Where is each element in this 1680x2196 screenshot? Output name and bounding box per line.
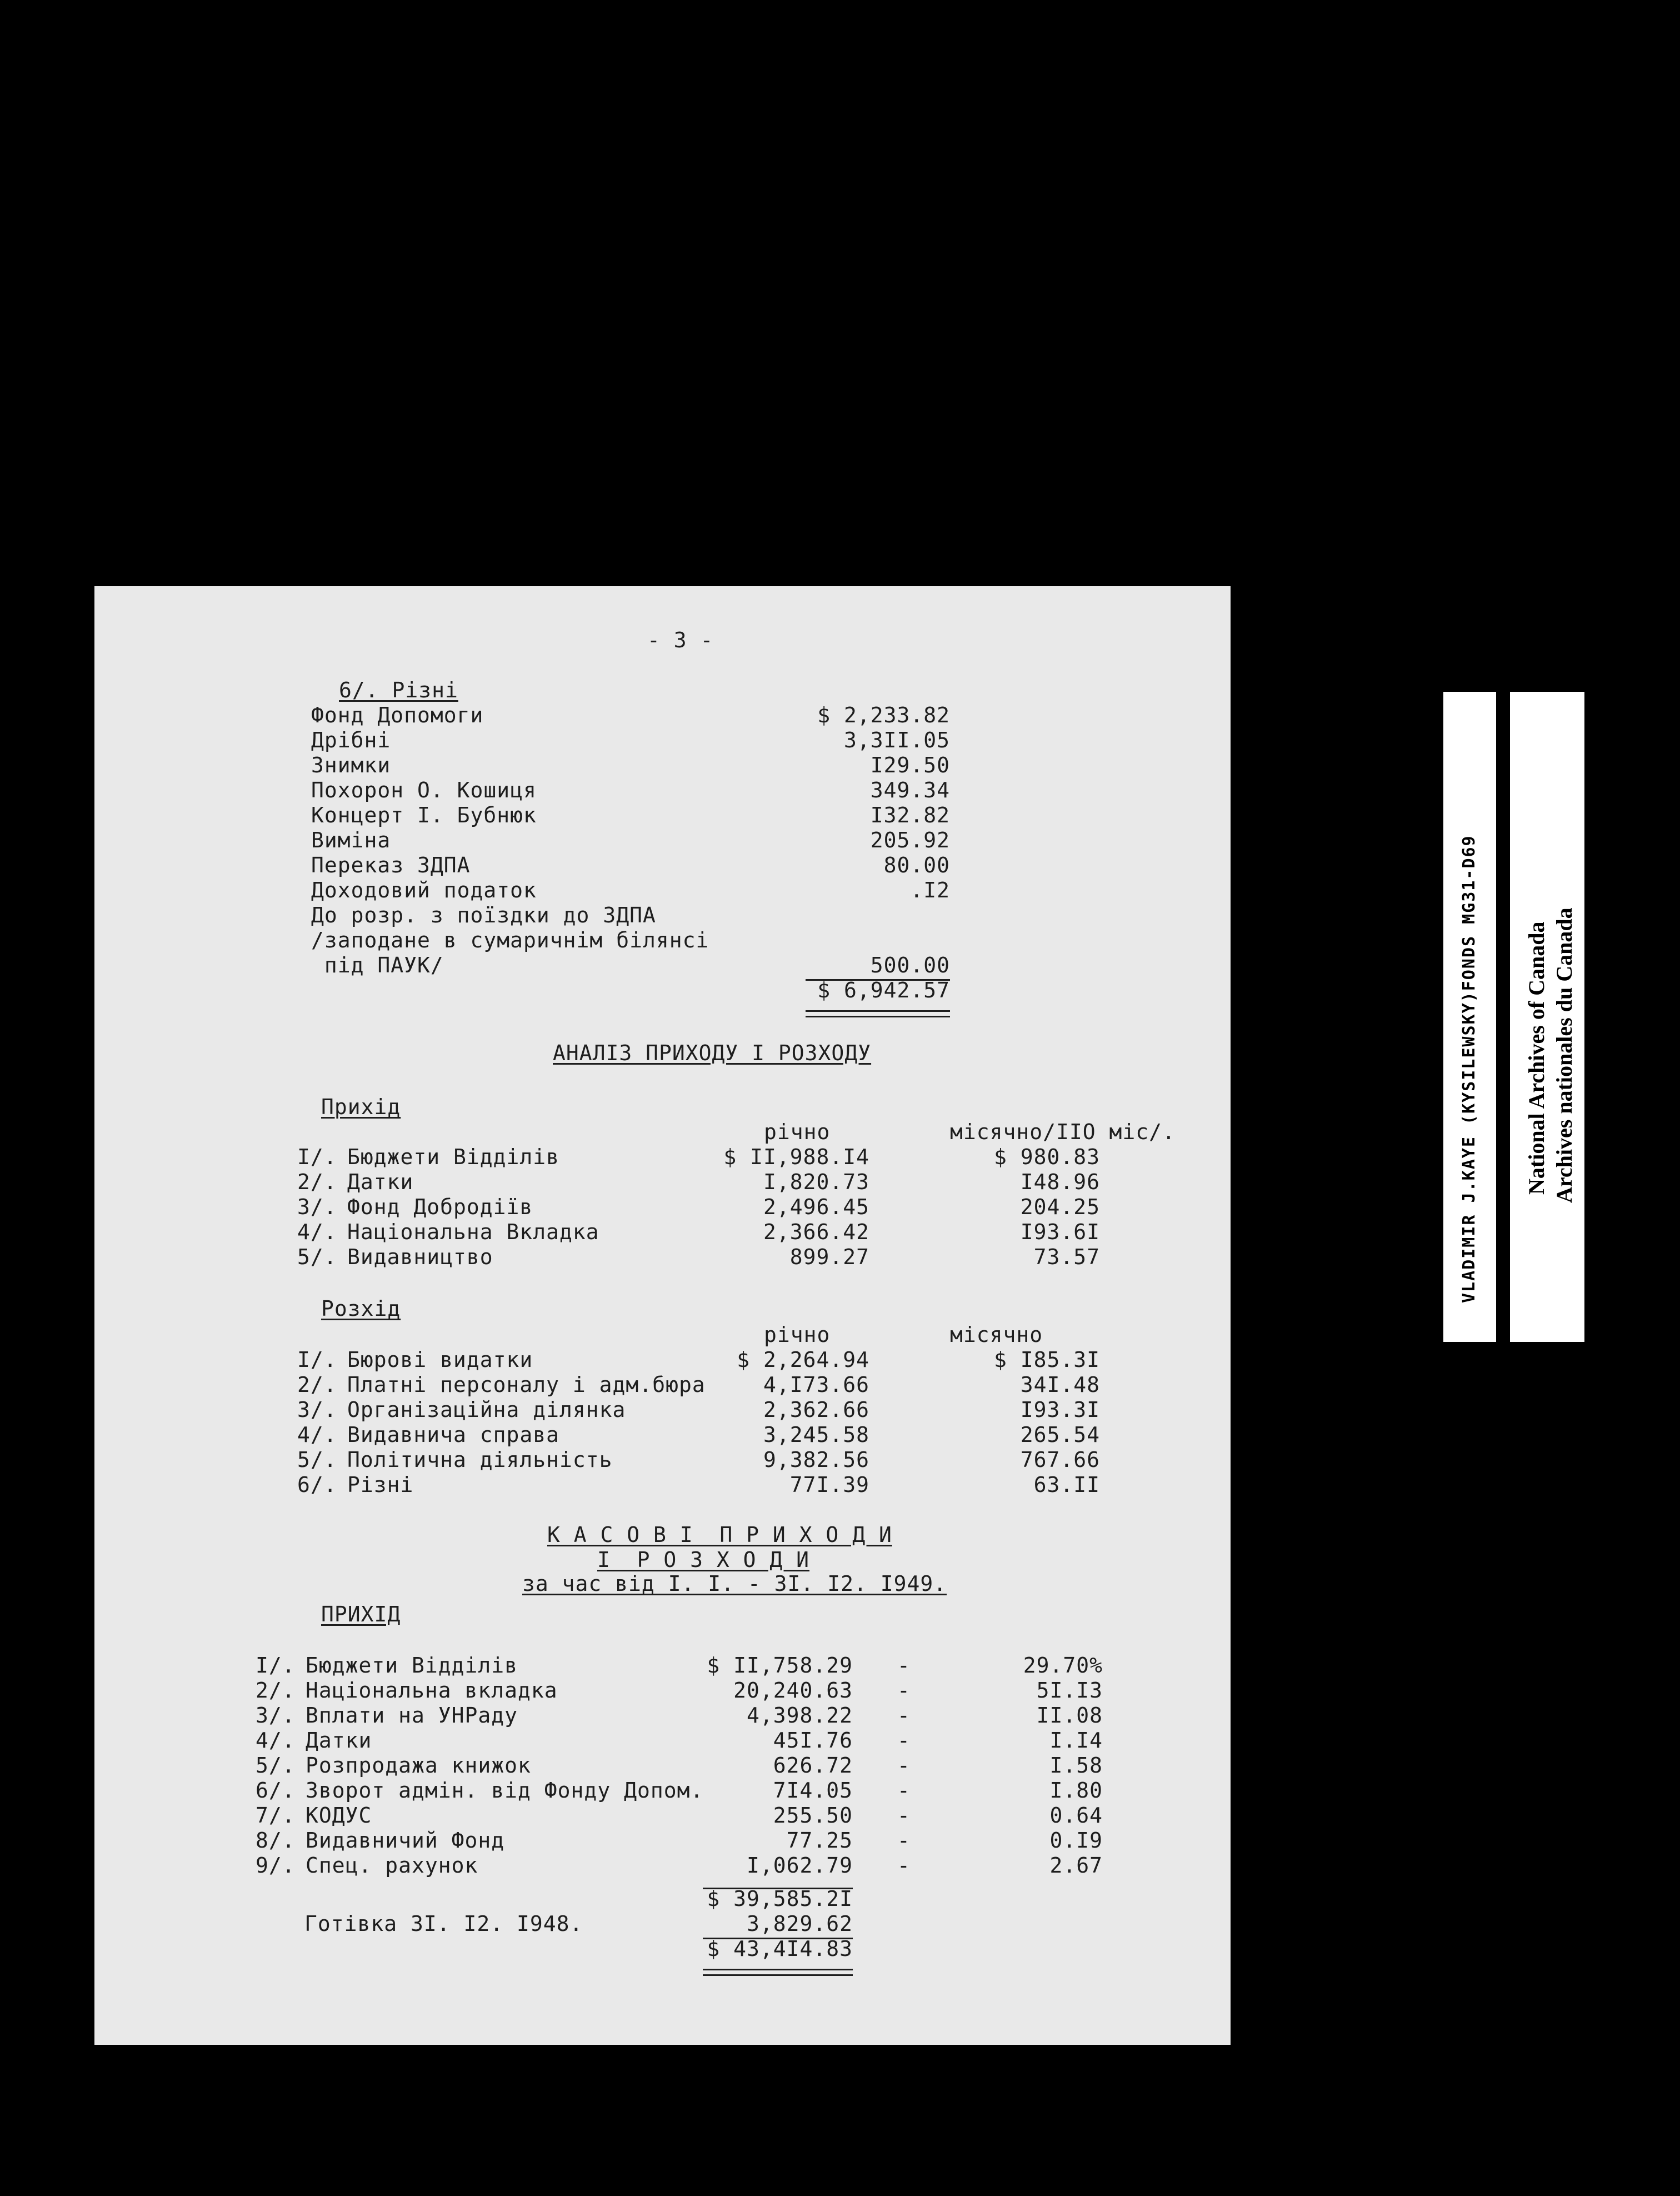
cash-row-dash: - [897, 1828, 911, 1853]
cash-row-pct: 0.I9 [1049, 1828, 1103, 1853]
expense-row-number: 5/. [297, 1448, 337, 1472]
cash-row-pct: I.I4 [1049, 1728, 1103, 1753]
income-row-number: 3/. [297, 1195, 337, 1219]
cash-row-number: 2/. [256, 1678, 296, 1703]
expense-row-month: 34I.48 [1020, 1373, 1100, 1397]
misc-item-value: $ 2,233.82 [817, 703, 950, 727]
cash-row-number: 9/. [256, 1853, 296, 1878]
cash-row-pct: 29.70% [1023, 1653, 1103, 1678]
cash-label: Готівка 3I. I2. I948. [304, 1911, 583, 1936]
expense-row-month: 63.II [1033, 1473, 1100, 1497]
misc-item-value: I32.82 [870, 803, 950, 827]
margin-speck [156, 1664, 161, 1669]
stamp-fonds: VLADIMIR J.KAYE (KYSILEWSKY)FONDS MG31-D69 [1459, 835, 1479, 1303]
cash-row-number: I/. [256, 1653, 296, 1678]
income-row-year: I,820.73 [763, 1170, 869, 1194]
cash-row-amount: 45I.76 [773, 1728, 853, 1753]
cash-row-dash: - [897, 1753, 911, 1778]
expense-row-number: 4/. [297, 1423, 337, 1447]
misc-item-value: 3,3II.05 [843, 728, 950, 752]
income-row-month: I93.6I [1020, 1220, 1100, 1244]
cash-title-1: К А С О В І П Р И Х О Д И [547, 1523, 892, 1547]
cash-row-number: 7/. [256, 1803, 296, 1828]
cash-subtotal: $ 39,585.2I [707, 1886, 853, 1911]
income-row-year: 899.27 [789, 1245, 869, 1269]
income-row-number: 2/. [297, 1170, 337, 1194]
cash-row-number: 3/. [256, 1703, 296, 1728]
income-row-month: I48.96 [1020, 1170, 1100, 1194]
misc-item-label: Дрібні [311, 728, 391, 752]
income-row-label: Національна Вкладка [347, 1220, 599, 1244]
cash-row-label: Датки [306, 1728, 372, 1753]
grand-total-double-rule-1 [703, 1969, 853, 1970]
cash-row-pct: 5I.I3 [1036, 1678, 1103, 1703]
expense-row-year: 3,245.58 [763, 1423, 869, 1447]
stamp-archives-en: National Archives of Canada [1524, 921, 1549, 1195]
misc-item-label: Переказ ЗДПА [311, 853, 471, 877]
cash-row-pct: 0.64 [1049, 1803, 1103, 1828]
misc-item-label: Доходовий податок [311, 878, 537, 902]
expense-row-number: I/. [297, 1347, 337, 1372]
expense-row-label: Видавнича справа [347, 1423, 560, 1447]
cash-row-number: 8/. [256, 1828, 296, 1853]
margin-speck [158, 945, 163, 950]
expense-row-year: $ 2,264.94 [737, 1347, 869, 1372]
misc-heading: 6/. Різні [339, 678, 458, 702]
page-number: - 3 - [647, 628, 714, 652]
expense-row-month: I93.3I [1020, 1398, 1100, 1422]
cash-row-amount: 20,240.63 [733, 1678, 853, 1703]
misc-item-label: Концерт І. Бубнюк [311, 803, 537, 827]
cash-row-dash: - [897, 1678, 911, 1703]
expense-row-year: 2,362.66 [763, 1398, 869, 1422]
income-row-label: Фонд Добродіїв [347, 1195, 533, 1219]
cash-row-label: Національна вкладка [306, 1678, 558, 1703]
cash-row-label: Спец. рахунок [306, 1853, 478, 1878]
cash-row-number: 6/. [256, 1778, 296, 1803]
cash-row-label: Вплати на УНРаду [306, 1703, 518, 1728]
cash-row-amount: 77.25 [786, 1828, 853, 1853]
misc-total-double-rule [806, 1016, 950, 1017]
misc-total-double-rule [806, 1010, 950, 1012]
misc-item-label: Фонд Допомоги [311, 703, 484, 727]
income-row-number: 5/. [297, 1245, 337, 1269]
expense-col-month: місячно [950, 1322, 1043, 1347]
cash-row-number: 4/. [256, 1728, 296, 1753]
expense-row-label: Платні персоналу і адм.бюра [347, 1373, 706, 1397]
income-row-label: Бюджети Відділів [347, 1145, 560, 1169]
expense-row-month: 767.66 [1020, 1448, 1100, 1472]
cash-row-dash: - [897, 1803, 911, 1828]
income-row-year: $ II,988.I4 [723, 1145, 869, 1169]
misc-item-label: До розр. з поїздки до ЗДПА [311, 903, 656, 927]
expense-heading: Розхід [321, 1296, 401, 1321]
stamp-archives-fr: Archives nationales du Canada [1552, 907, 1577, 1203]
cash-row-amount: 255.50 [773, 1803, 853, 1828]
income-row-year: 2,366.42 [763, 1220, 869, 1244]
misc-item-label: /заподане в сумаричнім білянсі [311, 928, 709, 952]
cash-row-dash: - [897, 1853, 911, 1878]
cash-row-dash: - [897, 1653, 911, 1678]
cash-row-label: Бюджети Відділів [306, 1653, 518, 1678]
cash-row-pct: 2.67 [1049, 1853, 1103, 1878]
cash-row-amount: 626.72 [773, 1753, 853, 1778]
income-row-number: 4/. [297, 1220, 337, 1244]
misc-item-value: 205.92 [870, 828, 950, 852]
misc-item-label: Виміна [311, 828, 391, 852]
expense-row-label: Політична діяльність [347, 1448, 613, 1472]
cash-row-amount: $ II,758.29 [707, 1653, 853, 1678]
expense-row-month: $ I85.3I [993, 1347, 1100, 1372]
income-row-month: $ 980.83 [993, 1145, 1100, 1169]
expense-row-year: 9,382.56 [763, 1448, 869, 1472]
grand-total: $ 43,4I4.83 [707, 1937, 853, 1961]
income-row-number: I/. [297, 1145, 337, 1169]
misc-item-value: 349.34 [870, 778, 950, 802]
cash-row-dash: - [897, 1703, 911, 1728]
cash-period: за час від I. I. - 3I. I2. I949. [522, 1571, 947, 1596]
cash-row-label: КОДУС [306, 1803, 372, 1828]
income-row-label: Видавництво [347, 1245, 493, 1269]
expense-row-label: Різні [347, 1473, 414, 1497]
misc-item-label: під ПАУК/ [311, 953, 444, 977]
grand-total-double-rule-2 [703, 1974, 853, 1976]
income-heading: Прихід [321, 1095, 401, 1119]
misc-item-value: I29.50 [870, 753, 950, 777]
cash-row-dash: - [897, 1778, 911, 1803]
misc-total: $ 6,942.57 [817, 978, 950, 1002]
document-page [94, 586, 1231, 2045]
expense-row-number: 6/. [297, 1473, 337, 1497]
misc-item-label: Знимки [311, 753, 391, 777]
expense-row-year: 77I.39 [789, 1473, 869, 1497]
income-col-month: місячно/IIO міс/. [950, 1120, 1176, 1144]
cash-row-pct: II.08 [1036, 1703, 1103, 1728]
cash-row-amount: 4,398.22 [746, 1703, 853, 1728]
income-row-label: Датки [347, 1170, 414, 1194]
expense-col-year: річно [764, 1322, 831, 1347]
cash-row-amount: I,062.79 [746, 1853, 853, 1878]
cash-value: 3,829.62 [746, 1911, 853, 1936]
expense-row-label: Організаційна ділянка [347, 1398, 626, 1422]
expense-row-label: Бюрові видатки [347, 1347, 533, 1372]
misc-item-label: Похорон О. Кошиця [311, 778, 537, 802]
cash-row-label: Зворот адмін. від Фонду Допом. [306, 1778, 704, 1803]
cash-row-dash: - [897, 1728, 911, 1753]
cash-row-amount: 7I4.05 [773, 1778, 853, 1803]
cash-row-number: 5/. [256, 1753, 296, 1778]
archive-stamp [1439, 692, 1589, 1342]
cash-title-2: І Р О З Х О Д И [597, 1548, 810, 1572]
income-row-month: 73.57 [1033, 1245, 1100, 1269]
cash-row-label: Розпродажа книжок [306, 1753, 531, 1778]
income-col-year: річно [764, 1120, 831, 1144]
expense-row-month: 265.54 [1020, 1423, 1100, 1447]
cash-heading: ПРИХІД [321, 1602, 401, 1626]
misc-item-value: 80.00 [883, 853, 950, 877]
expense-row-year: 4,I73.66 [763, 1373, 869, 1397]
income-row-month: 204.25 [1020, 1195, 1100, 1219]
misc-item-value: .I2 [910, 878, 950, 902]
expense-row-number: 2/. [297, 1373, 337, 1397]
cash-row-label: Видавничий Фонд [306, 1828, 505, 1853]
cash-row-pct: I.80 [1049, 1778, 1103, 1803]
analysis-title: АНАЛІЗ ПРИХОДУ І РОЗХОДУ [553, 1041, 872, 1065]
misc-item-value: 500.00 [870, 953, 950, 977]
expense-row-number: 3/. [297, 1398, 337, 1422]
income-row-year: 2,496.45 [763, 1195, 869, 1219]
margin-speck [158, 1006, 163, 1011]
cash-row-pct: I.58 [1049, 1753, 1103, 1778]
